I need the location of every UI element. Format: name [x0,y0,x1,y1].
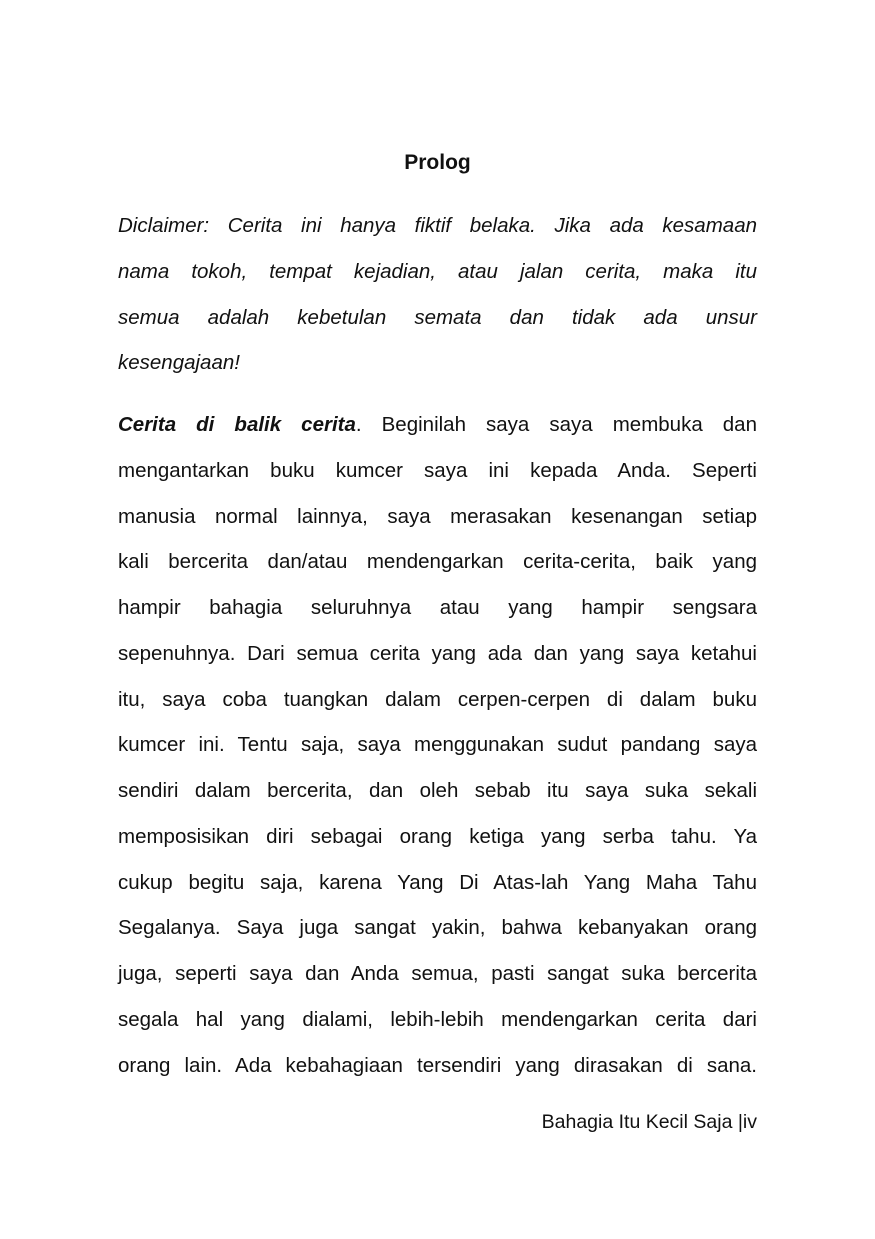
disclaimer-line: nama tokoh, tempat kejadian, atau jalan cerita, maka itu [118,259,757,283]
body-line: kali bercerita dan/atau mendengarkan cerita-cerita, baik yang [118,550,757,574]
page-title: Prolog [404,151,471,174]
body-line: memposisikan diri sebagai orang ketiga yang serba tahu. Ya [118,824,757,848]
body-line: kumcer ini. Tentu saja, saya menggunakan sudut pandang saya [118,733,757,757]
body-line: cukup begitu saja, karena Yang Di Atas-lah Yang Maha Tahu [118,870,757,894]
lead-phrase: Cerita di balik cerita [118,413,356,436]
body-line: Segalanya. Saya juga sangat yakin, bahwa kebanyakan orang [118,916,757,940]
first-line-rest: . Beginilah saya saya membuka dan [355,413,757,436]
body-line: hampir bahagia seluruhnya atau yang hampir sengsara [118,596,757,619]
disclaimer-paragraph [118,203,757,386]
page-number: iv [742,1111,757,1133]
body-line-first [118,402,757,448]
body-paragraph [118,402,757,1088]
body-line: orang lain. Ada kebahagiaan tersendiri yang dirasakan di sana. [118,1053,757,1077]
disclaimer-line: kesengajaan! [118,351,240,375]
footer-book-title: Bahagia Itu Kecil Saja [541,1111,733,1133]
body-line: sepenuhnya. Dari semua cerita yang ada dan yang saya ketahui [118,641,757,665]
body-line: segala hal yang dialami, lebih-lebih mendengarkan cerita dari [118,1007,757,1031]
footer-separator: | [732,1111,743,1133]
disclaimer-line: Diclaimer: Cerita ini hanya fiktif belaka. Jika ada kesamaan [118,214,757,237]
body-line: mengantarkan buku kumcer saya ini kepada Anda. Seperti [118,458,757,482]
disclaimer-line: semua adalah kebetulan semata dan tidak ada unsur [118,305,757,329]
body-line: manusia normal lainnya, saya merasakan kesenangan setiap [118,504,757,528]
body-line: itu, saya coba tuangkan dalam cerpen-cerpen di dalam buku [118,687,757,711]
page-footer [542,1108,757,1136]
body-line: sendiri dalam bercerita, dan oleh sebab itu saya suka sekali [118,779,757,802]
body-line: juga, seperti saya dan Anda semua, pasti sangat suka bercerita [118,962,757,985]
